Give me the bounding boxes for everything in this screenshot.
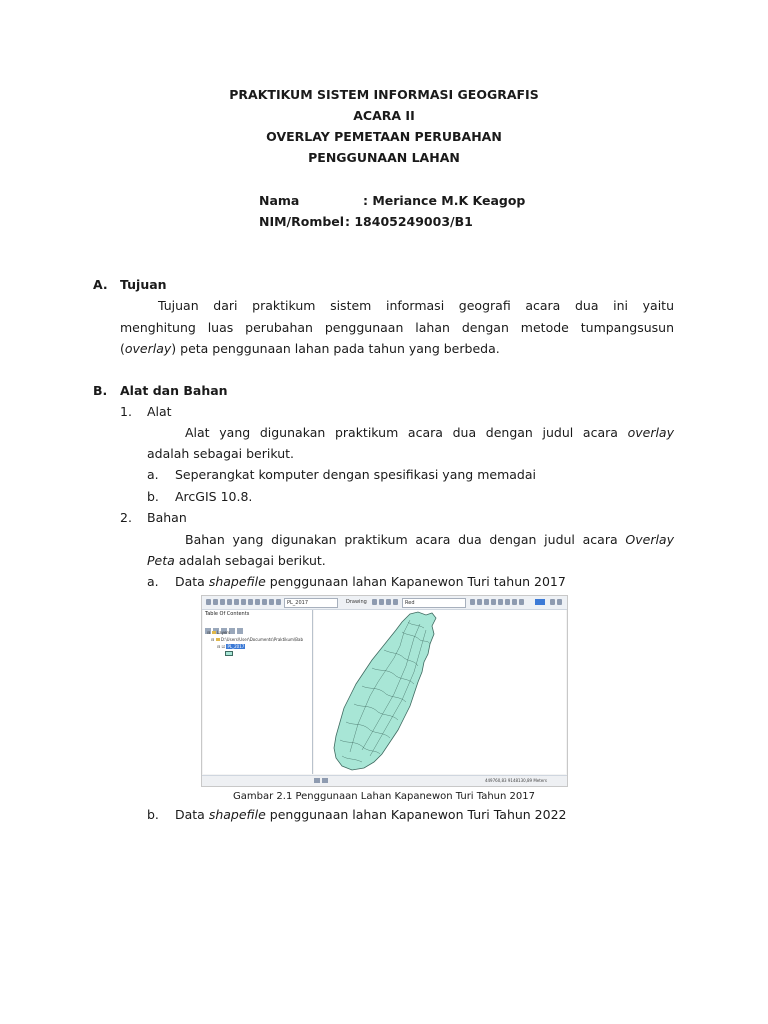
italic-icon: [477, 599, 482, 605]
section-a-para-line2: menghitung luas perubahan penggunaan lahan dengan metode tumpangsusun: [120, 320, 674, 335]
active-tool-icon: [535, 599, 545, 605]
item1-marker: 1.: [120, 404, 132, 419]
item2-title: Bahan: [147, 510, 187, 525]
section-b-marker: B.: [93, 383, 108, 398]
draw-rect-icon: [379, 599, 384, 605]
coordinate-readout: 449760,83 9148130,89 Meters: [484, 778, 547, 783]
map-view: [314, 610, 566, 774]
select-icon: [255, 599, 260, 605]
turi-landuse-polygon: [334, 612, 436, 770]
arcgis-toolbar: [202, 596, 567, 610]
layer-symbol-icon: [225, 651, 233, 656]
forward-icon: [248, 599, 253, 605]
marker-color-icon: [512, 599, 517, 605]
line-color-icon: [505, 599, 510, 605]
folder-icon: [216, 638, 220, 641]
options-icon: [237, 628, 243, 634]
shadow-icon: [519, 599, 524, 605]
fill-color-icon: [498, 599, 503, 605]
overflow-icon: [557, 599, 562, 605]
item1-a-text: Seperangkat komputer dengan spesifikasi yang memadai: [175, 467, 536, 482]
status-bar: [202, 775, 567, 786]
layer-combo: PL_2017: [284, 598, 338, 608]
item1-title: Alat: [147, 404, 172, 419]
align-icon: [491, 599, 496, 605]
zoom-in-icon: [206, 599, 211, 605]
color-combo: Red: [402, 598, 466, 608]
info-icon: [269, 599, 274, 605]
item2-marker: 2.: [120, 510, 132, 525]
text-tool-icon: [386, 599, 391, 605]
find-icon: [276, 599, 281, 605]
section-a-title: Tujuan: [120, 277, 167, 292]
doc-title-line1: PRAKTIKUM SISTEM INFORMASI GEOGRAFIS: [229, 87, 539, 102]
arcgis-screenshot-figure: [201, 595, 568, 787]
underline-icon: [484, 599, 489, 605]
bold-icon: [470, 599, 475, 605]
section-a-marker: A.: [93, 277, 108, 292]
layout-view-icon: [314, 778, 320, 783]
toc-layer-node: ⊟ ☑ PL_2017: [217, 644, 245, 649]
section-a-para-line3: (overlay) peta penggunaan lahan pada tahun yang berbeda.: [120, 341, 500, 356]
name-value: : Meriance M.K Keagop: [363, 193, 526, 208]
zoom-out-icon: [213, 599, 218, 605]
font-color-icon: [393, 599, 398, 605]
item1-b-marker: b.: [147, 489, 159, 504]
item1-b-text: ArcGIS 10.8.: [175, 489, 253, 504]
data-view-icon: [322, 778, 328, 783]
full-extent-icon: [227, 599, 232, 605]
draw-arrow-icon: [372, 599, 377, 605]
identify-icon: [262, 599, 267, 605]
item1-para-line1: Alat yang digunakan praktikum acara dua dengan judul acara overlay: [185, 425, 674, 440]
nim-value: : 18405249003/B1: [345, 214, 473, 229]
section-b-title: Alat dan Bahan: [120, 383, 228, 398]
toc-layer-symbol: [225, 651, 233, 657]
drawing-menu: Drawing: [346, 599, 367, 605]
toc-layers-node: ⊟ Layers: [207, 630, 231, 635]
doc-title-line3: OVERLAY PEMETAAN PERUBAHAN: [266, 129, 502, 144]
toc-toolbar: [205, 619, 305, 627]
folder-icon: [212, 631, 216, 634]
toc-path-node: ⊟ D:\Users\User\Documents\Praktikum\Bab: [211, 637, 303, 642]
nim-label: NIM/Rombel: [259, 214, 345, 229]
section-a-para-line1: Tujuan dari praktikum sistem informasi geografi acara dua ini yaitu: [158, 298, 674, 313]
item1-a-marker: a.: [147, 467, 159, 482]
item2-para-line2: Peta adalah sebagai berikut.: [147, 553, 326, 568]
item2-para-line1: Bahan yang digunakan praktikum acara dua dengan judul acara Overlay: [185, 532, 674, 547]
fixed-zoom-icon: [234, 599, 239, 605]
item2-b-marker: b.: [147, 807, 159, 822]
toc-title: Table Of Contents: [205, 611, 250, 617]
more-tools-icon: [550, 599, 555, 605]
map-canvas: [314, 610, 566, 774]
doc-title-line2: ACARA II: [353, 108, 415, 123]
name-label: Nama: [259, 193, 300, 208]
item1-para-line2: adalah sebagai berikut.: [147, 446, 295, 461]
figure-caption: Gambar 2.1 Penggunaan Lahan Kapanewon Turi Tahun 2017: [233, 791, 535, 802]
back-icon: [241, 599, 246, 605]
doc-title-line4: PENGGUNAAN LAHAN: [308, 150, 460, 165]
table-of-contents-panel: [203, 610, 313, 774]
item2-a-text: Data shapefile penggunaan lahan Kapanewon Turi tahun 2017: [175, 574, 566, 589]
pan-icon: [220, 599, 225, 605]
item2-b-text: Data shapefile penggunaan lahan Kapanewon Turi Tahun 2022: [175, 807, 567, 822]
item2-a-marker: a.: [147, 574, 159, 589]
